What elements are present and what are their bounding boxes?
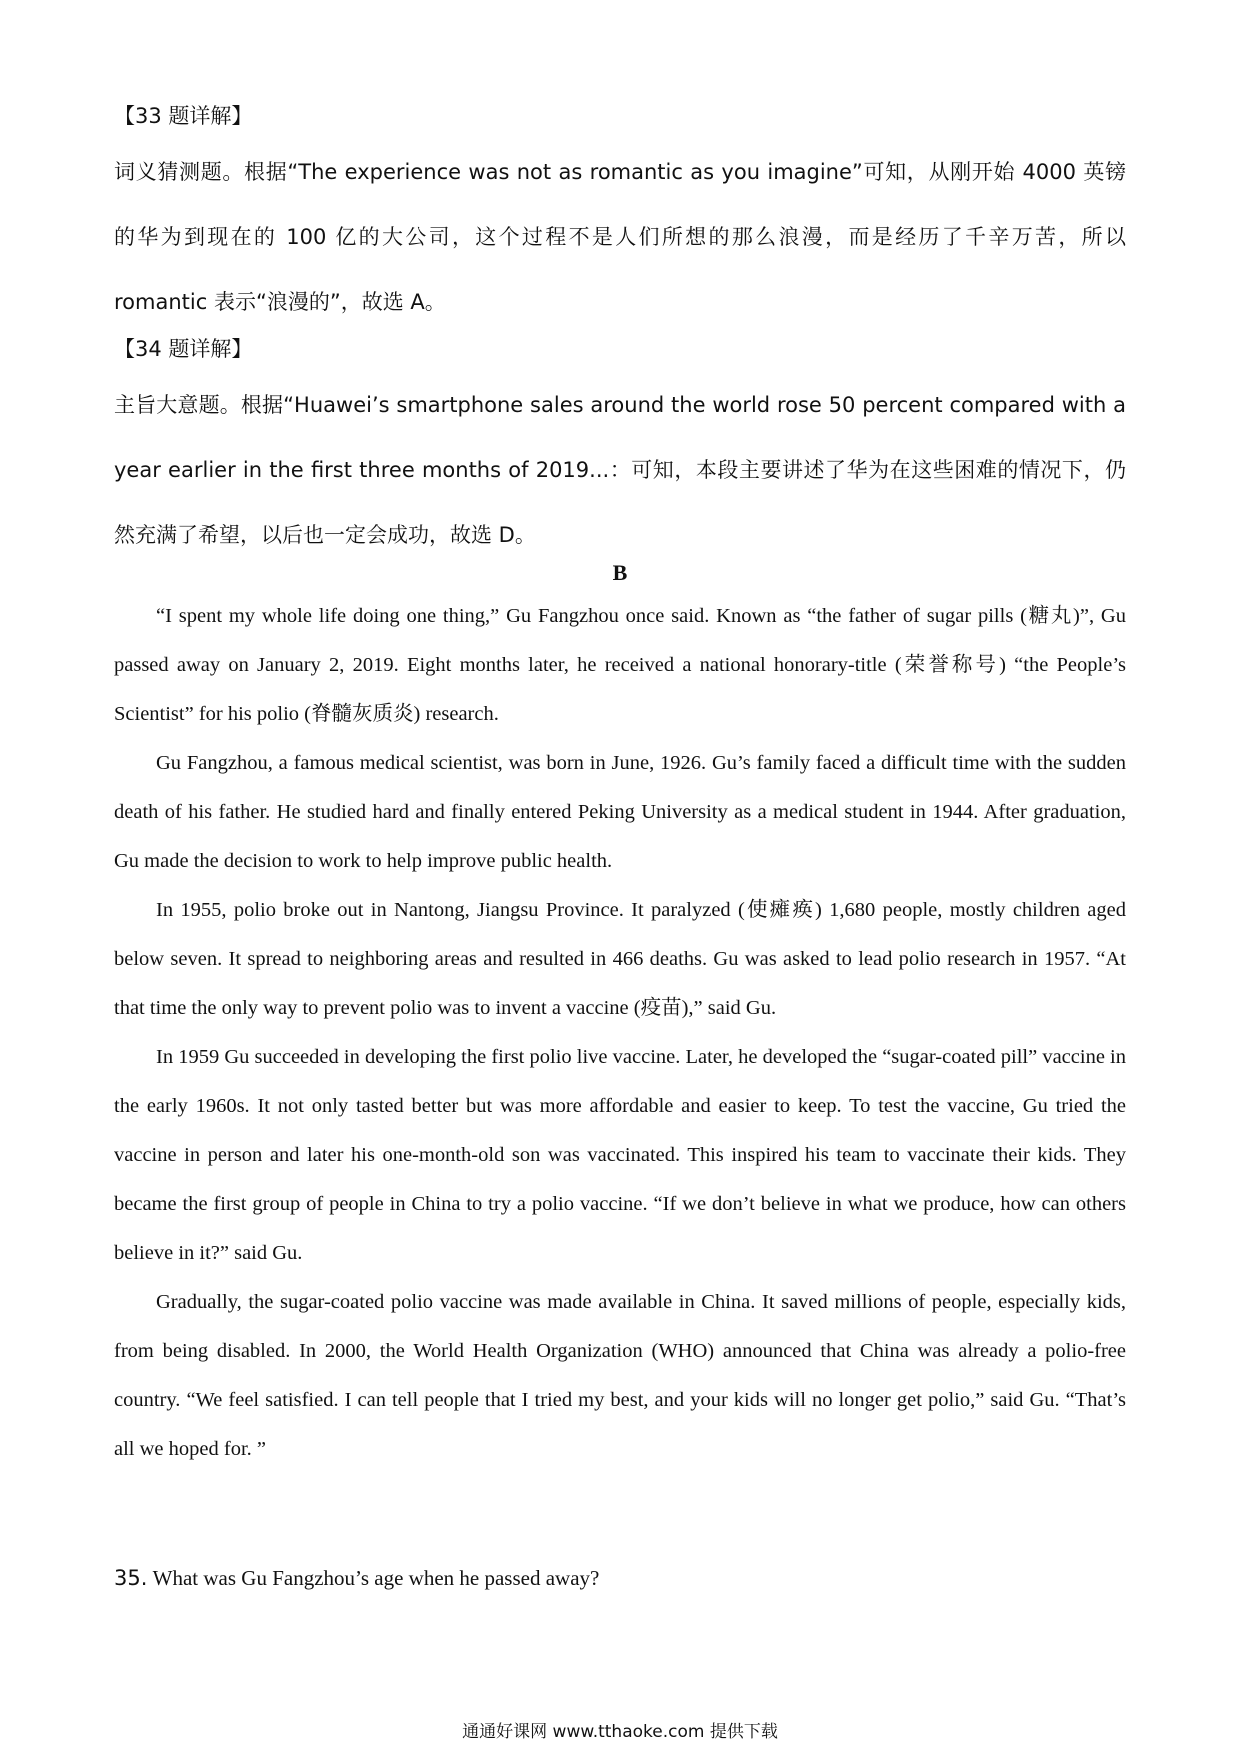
section-34-body: 主旨大意题。根据“Huawei’s smartphone sales around the world rose 50 percent compared with a year earlier in the first three months of 2019...：可知，本段主要讲述了华为在这些困难的情况下，仍然充满了希望，以后也一定会成功，故选 D。 — [114, 393, 1126, 547]
page-footer: 通通好课网 www.tthaoke.com 提供下载 — [462, 1722, 778, 1742]
question-number: 35. — [114, 1566, 148, 1590]
question-text: What was Gu Fangzhou’s age when he passed away? — [152, 1566, 600, 1590]
passage-paragraph: In 1955, polio broke out in Nantong, Jiangsu Province. It paralyzed (使瘫痪) 1,680 people, mostly children aged below seven. It spread to neighboring areas and resulted in 466 deaths. Gu was asked to lead polio research in 1957. “At that time the only way to prevent polio was to invent a vaccine (疫苗),” said Gu. — [114, 899, 1126, 1019]
passage-title: B — [612, 560, 628, 585]
question-35 — [114, 1566, 599, 1591]
passage-body — [0, 592, 1240, 1474]
passage-paragraph: Gu Fangzhou, a famous medical scientist, was born in June, 1926. Gu’s family faced a difficult time with the sudden death of his father. He studied hard and finally entered Peking University as a medical student in 1944. After graduation, Gu made the decision to work to help improve public health. — [114, 752, 1126, 872]
passage-paragraph: Gradually, the sugar-coated polio vaccine was made available in China. It saved millions of people, especially kids, from being disabled. In 2000, the World Health Organization (WHO) announced that China was already a polio-free country. “We feel satisfied. I can tell people that I tried my best, and your kids will no longer get polio,” said Gu. “That’s all we hoped for. ” — [114, 1291, 1126, 1460]
section-34-heading: 【34 题详解】 — [114, 337, 253, 361]
passage-paragraph: “I spent my whole life doing one thing,” Gu Fangzhou once said. Known as “the father of sugar pills (糖丸)”, Gu passed away on January 2, 2019. Eight months later, he received a national honorary-title (荣誉称号) “the People’s Scientist” for his polio (脊髓灰质炎) research. — [114, 605, 1126, 725]
passage-paragraph: In 1959 Gu succeeded in developing the first polio live vaccine. Later, he developed the “sugar-coated pill” vaccine in the early 1960s. It not only tasted better but was more affordable and easier to keep. To test the vaccine, Gu tried the vaccine in person and later his one-month-old son was vaccinated. This inspired his team to vaccinate their kids. They became the first group of people in China to try a polio vaccine. “If we don’t believe in what we produce, how can others believe in it?” said Gu. — [114, 1046, 1126, 1264]
section-33-heading: 【33 题详解】 — [114, 104, 253, 128]
section-33-body: 词义猜测题。根据“The experience was not as romantic as you imagine”可知，从刚开始 4000 英镑的华为到现在的 100 亿的大公司，这个过程不是人们所想的那么浪漫，而是经历了千辛万苦，所以 romantic 表示“浪漫的”，故选 A。 — [114, 160, 1126, 314]
